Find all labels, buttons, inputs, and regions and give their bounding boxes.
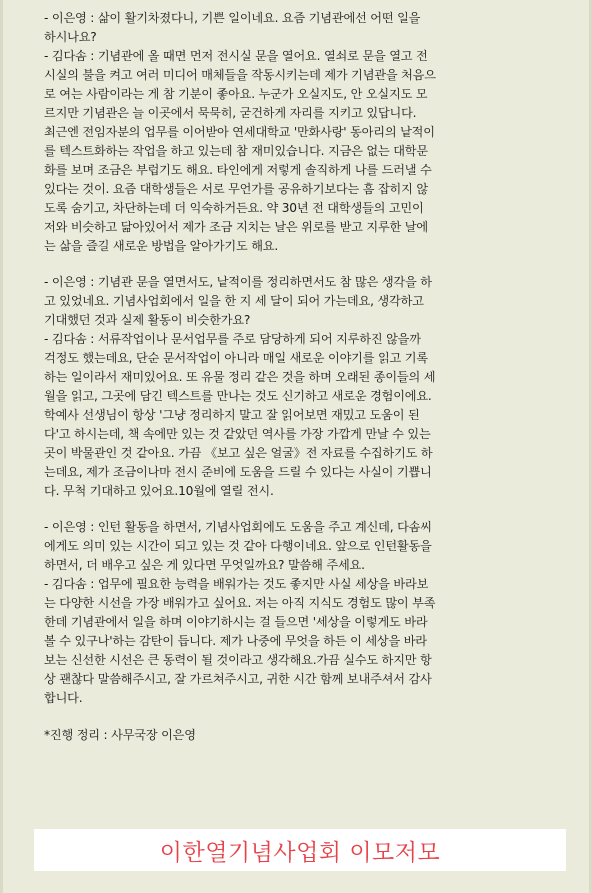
- text-line: 있다는 것이. 요즘 대학생들은 서로 무언가를 공유하기보다는 흠 잡히지 않: [44, 182, 428, 196]
- text-line: - 김다솜 : 업무에 필요한 능력을 배워가는 것도 좋지만 사실 세상을 바라보: [44, 577, 429, 591]
- text-line: 상 괜찮다 말씀해주시고, 잘 가르쳐주시고, 귀한 시간 함께 보내주셔서 감사: [44, 672, 432, 686]
- text-line: 다. 무척 기대하고 있어요.10월에 열릴 전시.: [44, 484, 274, 498]
- text-line: 하시나요?: [44, 30, 97, 44]
- text-line: 다'고 하시는데, 책 속에만 있는 것 같았던 역사를 가장 가깝게 만날 수 있는: [44, 427, 431, 441]
- text-line: 볼 수 있구나'하는 감탄이 듭니다. 제가 나중에 무엇을 하든 이 세상을 바라: [44, 634, 427, 648]
- text-line: 학예사 선생님이 항상 '그냥 정리하지 말고 잘 읽어보면 재밌고 도움이 된: [44, 408, 420, 422]
- text-line: 고 있었네요. 기념사업회에서 일을 한 지 세 달이 되어 가는데요, 생각하고: [44, 294, 424, 308]
- text-line: 합니다.: [44, 691, 83, 705]
- text-line: 곳이 박물관인 것 같아요. 가끔 《보고 싶은 얼굴》전 자료를 수집하기도 하: [44, 446, 433, 460]
- text-line: 월을 읽고, 그곳에 담긴 텍스트를 만나는 것도 신기하고 새로운 경험이에요.: [44, 389, 432, 403]
- text-line: 르지만 기념관은 늘 이곳에서 묵묵히, 굳건하게 자리를 지키고 있답니다.: [44, 106, 417, 120]
- text-line: 화를 보며 조금은 부럽기도 해요. 타인에게 저렇게 솔직하게 나를 드러낼 수: [44, 163, 432, 177]
- text-line: 는데요, 제가 조금이나마 전시 준비에 도움을 드릴 수 있다는 사실이 기쁩니: [44, 465, 432, 479]
- text-line: 를 텍스트화하는 작업을 하고 있는데 참 재미있습니다. 지금은 없는 대학문: [44, 144, 428, 158]
- text-line: - 김다솜 : 서류작업이나 문서업무를 주로 담당하게 되어 지루하진 않을까: [44, 332, 421, 346]
- text-line: - 이은영 : 인턴 활동을 하면서, 기념사업회에도 도움을 주고 계신데, 다솜씨: [44, 520, 432, 534]
- text-line: 기대했던 것과 실제 활동이 비슷한가요?: [44, 313, 251, 327]
- text-line: 보는 신선한 시선은 큰 동력이 될 것이라고 생각해요.가끔 실수도 하지만 항: [44, 653, 432, 667]
- text-line: 하는 일이라서 재미있어요. 또 유물 정리 같은 것을 하며 오래된 종이들의 세: [44, 370, 436, 384]
- text-line: 는 삶을 즐길 새로운 방법을 알아가기도 해요.: [44, 239, 279, 253]
- text-line: 로 여는 사람이라는 게 참 기분이 좋아요. 누군가 오실지도, 안 오실지도 모: [44, 87, 428, 101]
- text-line: 에게도 의미 있는 시간이 되고 있는 것 같아 다행이네요. 앞으로 인턴활동을: [44, 539, 432, 553]
- banner[interactable]: [34, 829, 566, 871]
- text-line: 한데 기념관에서 일을 하며 이야기하시는 걸 들으면 '세상을 이렇게도 바라: [44, 615, 428, 629]
- text-line: 하면서, 더 배우고 싶은 게 있다면 무엇일까요? 말씀해 주세요.: [44, 558, 365, 572]
- text-line: 시실의 불을 켜고 여러 미디어 매체들을 작동시키는데 제가 기념관을 처음으: [44, 68, 436, 82]
- text-line: - 이은영 : 삶이 활기차졌다니, 기쁜 일이네요. 요즘 기념관에선 어떤 일을: [44, 11, 421, 25]
- text-line: - 이은영 : 기념관 문을 열면서도, 낱적이를 정리하면서도 참 많은 생각을 하: [44, 275, 432, 289]
- text-line: 도록 숨기고, 차단하는데 더 익숙하거든요. 약 30년 전 대학생들의 고민이: [44, 201, 424, 215]
- text-line: 최근엔 전임자분의 업무를 이어받아 연세대학교 '만화사랑' 동아리의 낱적이: [44, 125, 435, 139]
- text-line: 는 다양한 시선을 가장 배워가고 싶어요. 저는 아직 지식도 경험도 많이 부족: [44, 596, 436, 610]
- text-line: 걱정도 했는데요, 단순 문서작업이 아니라 매일 새로운 이야기를 읽고 기록: [44, 351, 428, 365]
- text-line: - 김다솜 : 기념관에 올 때면 먼저 전시실 문을 열어요. 열쇠로 문을 열고 전: [44, 49, 428, 63]
- text-line: 저와 비슷하고 닮아있어서 제가 조금 지치는 날은 위로를 받고 지루한 날에: [44, 220, 428, 234]
- credit-line: *진행 정리 : 사무국장 이은영: [44, 728, 196, 742]
- banner-title: 이한열기념사업회 이모저모: [159, 839, 441, 866]
